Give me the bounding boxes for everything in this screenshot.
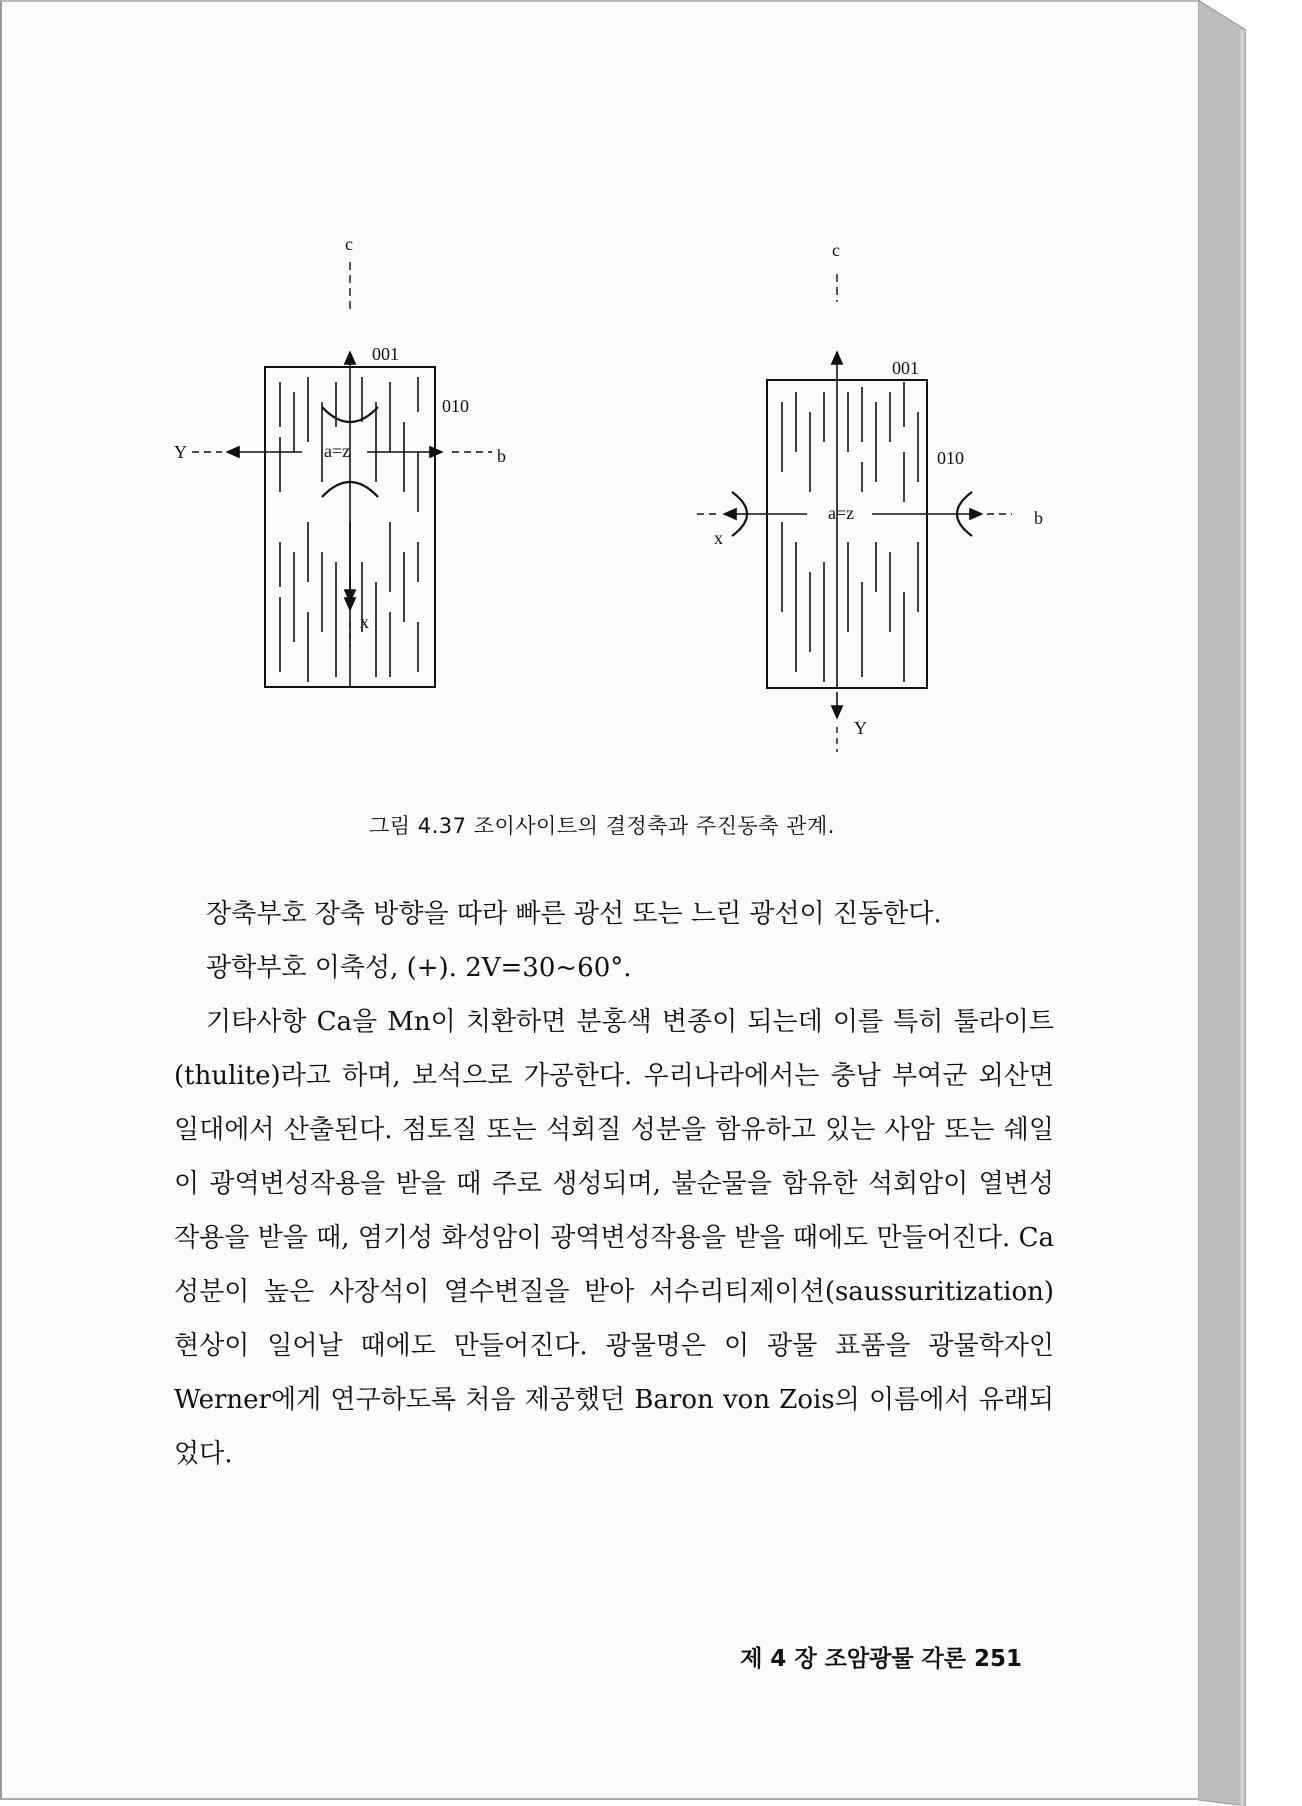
label-axis-c-right: c (832, 240, 840, 260)
figure-left-crystal-diagram (172, 234, 552, 752)
page-footer: 제 4 장 조암광물 각론 251 (740, 1646, 1022, 1672)
label-face-010-left: 010 (442, 396, 469, 416)
paragraph-other-notes: 기타사항 Ca을 Mn이 치환하면 분홍색 변종이 되는데 이를 특히 툴라이트(thulite)라고 하며, 보석으로 가공한다. 우리나라에서는 충남 부여군 외산면 일대에서 산출된다. 점토질 또는 석회질 성분을 함유하고 있는 사암 또는 쉐일이 광역변성작용을 받을 때 주로 생성되며, 불순물을 함유한 석회암이 열변성작용을 받을 때, 염기성 화성암이 광역변성작용을 받을 때에도 만들어진다. Ca 성분이 높은 사장석이 열수변질을 받아 서수리티제이션(saussuritization) 현상이 일어날 때에도 만들어진다. 광물명은 이 광물 표품을 광물학자인 Werner에게 연구하도록 처음 제공했던 Baron von Zois의 이름에서 유래되었다. (174, 1007, 1054, 1469)
label-axis-c-left: c (345, 234, 353, 254)
label-face-001-right: 001 (892, 358, 919, 378)
label-axis-y-right: Y (854, 718, 867, 738)
paragraph-optic-sign: 광학부호 이축성, (+). 2V=30~60°. (206, 953, 632, 983)
crystal-outline (767, 380, 927, 688)
label-face-001-left: 001 (372, 344, 399, 364)
label-center-right: a=z (828, 503, 855, 523)
label-axis-y-left: Y (174, 442, 187, 462)
body-text (174, 887, 1054, 1481)
label-face-010-right: 010 (937, 448, 964, 468)
label-axis-b-left: b (497, 446, 506, 466)
page-edge-shadow (1198, 0, 1246, 1806)
figure-caption: 그림 4.37 조이사이트의 결정축과 주진동축 관계. (369, 814, 835, 838)
crystal-diagram-right-svg (682, 240, 1062, 752)
label-axis-x-left: x (360, 612, 369, 632)
label-center-left: a=z (324, 441, 351, 461)
paragraph-elongation-sign: 장축부호 장축 방향을 따라 빠른 광선 또는 느린 광선이 진동한다. (206, 899, 942, 929)
crystal-diagram-left-svg (172, 234, 552, 752)
label-axis-b-right: b (1034, 508, 1043, 528)
cleavage-lines (782, 382, 918, 682)
figure-right-crystal-diagram (682, 240, 1062, 752)
label-axis-x-right: x (714, 528, 723, 548)
